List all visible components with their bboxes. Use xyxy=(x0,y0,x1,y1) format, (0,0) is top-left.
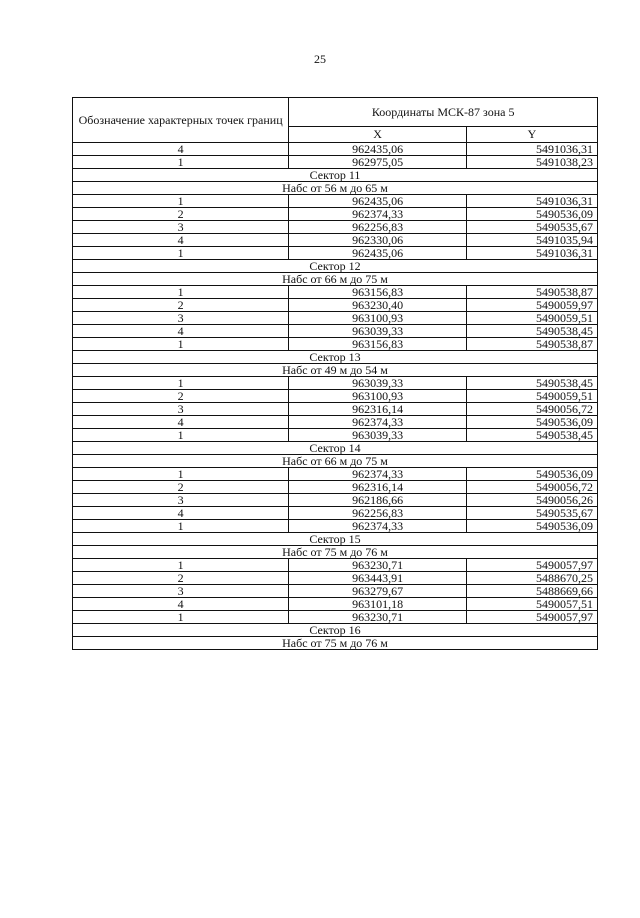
table-row xyxy=(73,208,598,221)
y-coordinate-cell: 5490535,67 xyxy=(466,507,597,520)
point-number-cell: 3 xyxy=(73,494,289,507)
point-number-cell: 3 xyxy=(73,585,289,598)
table-row xyxy=(73,403,598,416)
section-title-row xyxy=(73,169,598,182)
y-coordinate-cell: 5490057,97 xyxy=(466,559,597,572)
points-column-header: Обозначение характерных точек границ xyxy=(73,98,289,143)
x-coordinate-cell: 962316,14 xyxy=(289,403,467,416)
x-coordinate-cell: 963279,67 xyxy=(289,585,467,598)
x-coordinate-cell: 962374,33 xyxy=(289,520,467,533)
table-row xyxy=(73,338,598,351)
table-row xyxy=(73,572,598,585)
table-row xyxy=(73,390,598,403)
y-coordinate-cell: 5490538,45 xyxy=(466,429,597,442)
coordinates-table xyxy=(72,97,598,650)
section-title: Набс от 49 м до 54 м xyxy=(73,364,598,377)
y-coordinate-cell: 5490538,45 xyxy=(466,325,597,338)
point-number-cell: 1 xyxy=(73,559,289,572)
x-coordinate-cell: 962435,06 xyxy=(289,143,467,156)
point-number-cell: 2 xyxy=(73,481,289,494)
y-coordinate-cell: 5490536,09 xyxy=(466,208,597,221)
section-title-row xyxy=(73,364,598,377)
y-coordinate-cell: 5490056,72 xyxy=(466,403,597,416)
x-column-header: X xyxy=(289,126,467,142)
y-coordinate-cell: 5488670,25 xyxy=(466,572,597,585)
section-title: Сектор 11 xyxy=(73,169,598,182)
section-title: Набс от 66 м до 75 м xyxy=(73,273,598,286)
y-coordinate-cell: 5490059,51 xyxy=(466,390,597,403)
y-coordinate-cell: 5490057,51 xyxy=(466,598,597,611)
y-coordinate-cell: 5491038,23 xyxy=(466,156,597,169)
table-row xyxy=(73,559,598,572)
table-row xyxy=(73,377,598,390)
point-number-cell: 3 xyxy=(73,312,289,325)
section-title-row xyxy=(73,351,598,364)
x-coordinate-cell: 962256,83 xyxy=(289,507,467,520)
table-row xyxy=(73,598,598,611)
x-coordinate-cell: 963039,33 xyxy=(289,325,467,338)
x-coordinate-cell: 963230,71 xyxy=(289,611,467,624)
point-number-cell: 1 xyxy=(73,195,289,208)
point-number-cell: 1 xyxy=(73,377,289,390)
section-title-row xyxy=(73,442,598,455)
y-coordinate-cell: 5491036,31 xyxy=(466,195,597,208)
section-title: Сектор 13 xyxy=(73,351,598,364)
point-number-cell: 1 xyxy=(73,611,289,624)
x-coordinate-cell: 963156,83 xyxy=(289,338,467,351)
point-number-cell: 1 xyxy=(73,429,289,442)
y-coordinate-cell: 5490538,45 xyxy=(466,377,597,390)
table-row xyxy=(73,312,598,325)
point-number-cell: 4 xyxy=(73,507,289,520)
y-coordinate-cell: 5490056,26 xyxy=(466,494,597,507)
point-number-cell: 4 xyxy=(73,598,289,611)
section-title: Сектор 16 xyxy=(73,624,598,637)
point-number-cell: 1 xyxy=(73,247,289,260)
table-row xyxy=(73,481,598,494)
y-coordinate-cell: 5491035,94 xyxy=(466,234,597,247)
table-row xyxy=(73,221,598,234)
table-row xyxy=(73,325,598,338)
point-number-cell: 3 xyxy=(73,403,289,416)
table-row xyxy=(73,156,598,169)
x-coordinate-cell: 963100,93 xyxy=(289,312,467,325)
y-coordinate-cell: 5490059,51 xyxy=(466,312,597,325)
x-coordinate-cell: 962316,14 xyxy=(289,481,467,494)
point-number-cell: 2 xyxy=(73,299,289,312)
table-row xyxy=(73,299,598,312)
table-row xyxy=(73,234,598,247)
table-row xyxy=(73,520,598,533)
table-row xyxy=(73,468,598,481)
section-title: Набс от 66 м до 75 м xyxy=(73,455,598,468)
section-title-row xyxy=(73,273,598,286)
y-column-header: Y xyxy=(466,126,597,142)
x-coordinate-cell: 963100,93 xyxy=(289,390,467,403)
section-title-row xyxy=(73,546,598,559)
y-coordinate-cell: 5490056,72 xyxy=(466,481,597,494)
coordinates-system-header: Координаты МСК-87 зона 5 xyxy=(289,98,598,127)
y-coordinate-cell: 5490538,87 xyxy=(466,338,597,351)
page-number: 25 xyxy=(314,52,326,66)
table-row xyxy=(73,585,598,598)
y-coordinate-cell: 5491036,31 xyxy=(466,143,597,156)
table-row xyxy=(73,195,598,208)
x-coordinate-cell: 962186,66 xyxy=(289,494,467,507)
y-coordinate-cell: 5490536,09 xyxy=(466,416,597,429)
table-row xyxy=(73,507,598,520)
section-title: Набс от 56 м до 65 м xyxy=(73,182,598,195)
x-coordinate-cell: 962330,06 xyxy=(289,234,467,247)
x-coordinate-cell: 963101,18 xyxy=(289,598,467,611)
table-row xyxy=(73,429,598,442)
x-coordinate-cell: 963156,83 xyxy=(289,286,467,299)
y-coordinate-cell: 5490059,97 xyxy=(466,299,597,312)
x-coordinate-cell: 963443,91 xyxy=(289,572,467,585)
x-coordinate-cell: 962435,06 xyxy=(289,247,467,260)
y-coordinate-cell: 5490536,09 xyxy=(466,468,597,481)
table-row xyxy=(73,611,598,624)
x-coordinate-cell: 962975,05 xyxy=(289,156,467,169)
y-coordinate-cell: 5490057,97 xyxy=(466,611,597,624)
point-number-cell: 1 xyxy=(73,286,289,299)
section-title-row xyxy=(73,455,598,468)
table-header xyxy=(73,98,598,143)
table-row xyxy=(73,143,598,156)
y-coordinate-cell: 5490538,87 xyxy=(466,286,597,299)
point-number-cell: 4 xyxy=(73,325,289,338)
x-coordinate-cell: 962435,06 xyxy=(289,195,467,208)
point-number-cell: 1 xyxy=(73,520,289,533)
point-number-cell: 2 xyxy=(73,390,289,403)
section-title-row xyxy=(73,260,598,273)
x-coordinate-cell: 963230,71 xyxy=(289,559,467,572)
section-title: Набс от 75 м до 76 м xyxy=(73,637,598,650)
table-row xyxy=(73,494,598,507)
x-coordinate-cell: 962256,83 xyxy=(289,221,467,234)
section-title-row xyxy=(73,637,598,650)
point-number-cell: 1 xyxy=(73,338,289,351)
point-number-cell: 3 xyxy=(73,221,289,234)
x-coordinate-cell: 963230,40 xyxy=(289,299,467,312)
section-title: Сектор 12 xyxy=(73,260,598,273)
section-title-row xyxy=(73,182,598,195)
y-coordinate-cell: 5490536,09 xyxy=(466,520,597,533)
section-title: Сектор 14 xyxy=(73,442,598,455)
point-number-cell: 1 xyxy=(73,468,289,481)
section-title-row xyxy=(73,533,598,546)
x-coordinate-cell: 963039,33 xyxy=(289,429,467,442)
y-coordinate-cell: 5491036,31 xyxy=(466,247,597,260)
table-body xyxy=(73,143,598,650)
section-title: Сектор 15 xyxy=(73,533,598,546)
section-title-row xyxy=(73,624,598,637)
point-number-cell: 4 xyxy=(73,234,289,247)
y-coordinate-cell: 5490535,67 xyxy=(466,221,597,234)
point-number-cell: 1 xyxy=(73,156,289,169)
point-number-cell: 4 xyxy=(73,143,289,156)
x-coordinate-cell: 962374,33 xyxy=(289,468,467,481)
y-coordinate-cell: 5488669,66 xyxy=(466,585,597,598)
point-number-cell: 4 xyxy=(73,416,289,429)
x-coordinate-cell: 963039,33 xyxy=(289,377,467,390)
point-number-cell: 2 xyxy=(73,208,289,221)
table-row xyxy=(73,416,598,429)
point-number-cell: 2 xyxy=(73,572,289,585)
section-title: Набс от 75 м до 76 м xyxy=(73,546,598,559)
x-coordinate-cell: 962374,33 xyxy=(289,416,467,429)
x-coordinate-cell: 962374,33 xyxy=(289,208,467,221)
table-row xyxy=(73,247,598,260)
table-row xyxy=(73,286,598,299)
